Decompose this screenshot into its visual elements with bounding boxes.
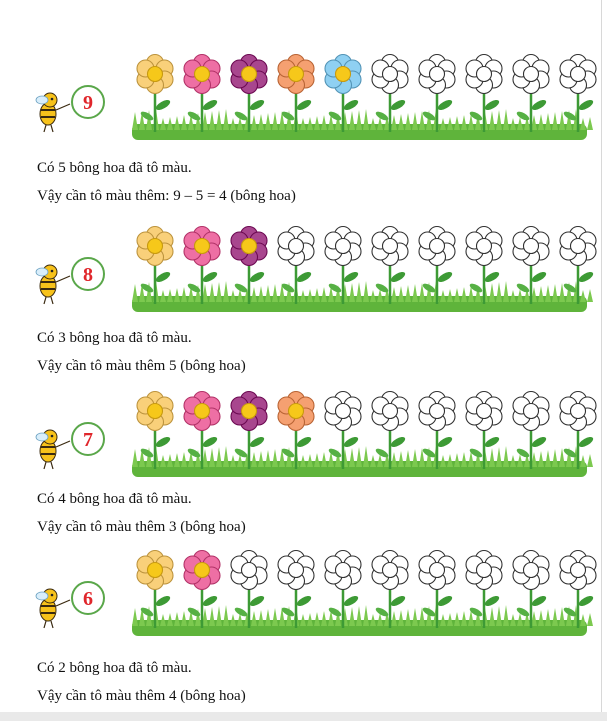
flower-uncolored — [372, 551, 408, 629]
flower-uncolored — [513, 55, 549, 133]
answer-text: Vậy cần tô màu thêm 5 (bông hoa) — [37, 358, 246, 374]
bee-icon — [36, 265, 70, 304]
colored-count-text: Có 3 bông hoa đã tô màu. — [37, 330, 192, 346]
flower-uncolored — [372, 55, 408, 133]
colored-count-text: Có 2 bông hoa đã tô màu. — [37, 660, 192, 676]
colored-count-text: Có 5 bông hoa đã tô màu. — [37, 160, 192, 176]
target-number: 8 — [83, 264, 93, 286]
flower-strip-8 — [0, 222, 600, 322]
bottom-scroll-bar — [0, 712, 607, 721]
colored-count-text: Có 4 bông hoa đã tô màu. — [37, 491, 192, 507]
target-number: 7 — [83, 429, 93, 451]
bee-icon — [36, 430, 70, 469]
flower-uncolored — [513, 227, 549, 305]
flower-colored — [184, 551, 220, 629]
bee-icon — [36, 589, 70, 628]
flower-uncolored — [513, 551, 549, 629]
flower-uncolored — [372, 392, 408, 470]
flower-colored — [184, 392, 220, 470]
flower-strip-9 — [0, 50, 600, 150]
flower-strip-7 — [0, 387, 600, 487]
answer-text: Vậy cần tô màu thêm 3 (bông hoa) — [37, 519, 246, 535]
answer-text: Vậy cần tô màu thêm 4 (bông hoa) — [37, 688, 246, 704]
flower-colored — [184, 55, 220, 133]
target-number: 9 — [83, 92, 93, 114]
flower-colored — [184, 227, 220, 305]
flower-uncolored — [372, 227, 408, 305]
flower-strip-6 — [0, 546, 600, 646]
flower-uncolored — [513, 392, 549, 470]
target-number: 6 — [83, 588, 93, 610]
bee-icon — [36, 93, 70, 132]
answer-text: Vậy cần tô màu thêm: 9 – 5 = 4 (bông hoa) — [37, 188, 296, 204]
